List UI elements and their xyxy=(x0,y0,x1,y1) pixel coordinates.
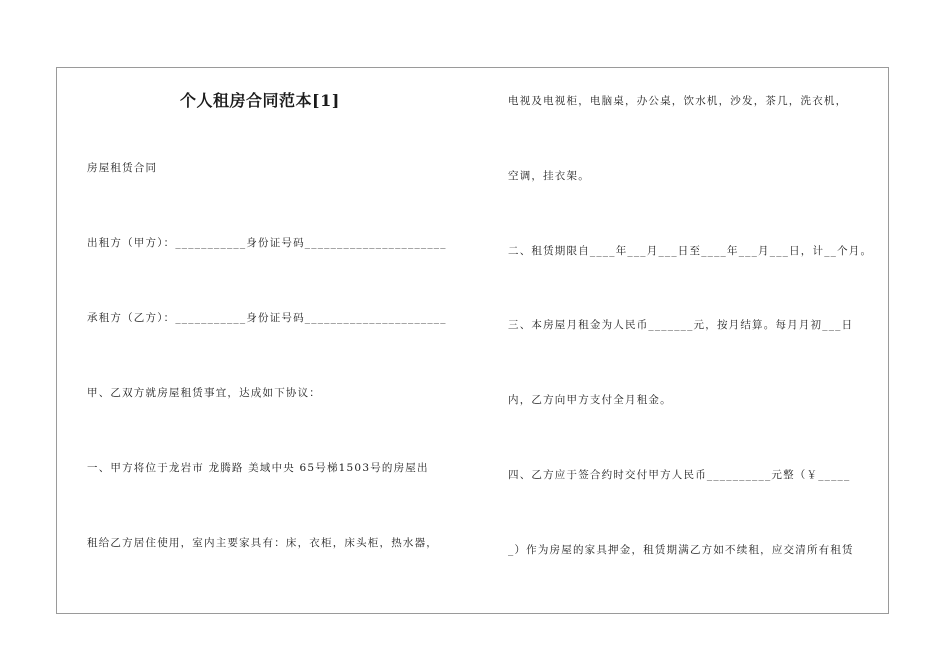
lessor-line: 出租方（甲方）：___________身份证号码______________________ xyxy=(87,237,447,249)
agreement-intro: 甲、乙双方就房屋租赁事宜，达成如下协议： xyxy=(87,387,321,399)
clause-three-line-2: 内，乙方向甲方支付全月租金。 xyxy=(508,394,672,406)
clause-three-line-1: 三、本房屋月租金为人民币_______元，按月结算。每月月初___日 xyxy=(508,319,854,331)
contract-heading: 房屋租赁合同 xyxy=(87,162,158,174)
clause-one-line-4: 空调，挂衣架。 xyxy=(508,170,590,182)
clause-one-line-3: 电视及电视柜，电脑桌，办公桌，饮水机，沙发，茶几，洗衣机， xyxy=(508,95,848,107)
document-border xyxy=(56,67,889,614)
clause-one-line-1: 一、甲方将位于龙岩市 龙腾路 美域中央 65号梯1503号的房屋出 xyxy=(87,462,429,474)
lessee-line: 承租方（乙方）：___________身份证号码______________________ xyxy=(87,312,447,324)
clause-two-line: 二、租赁期限自____年___月___日至____年___月___日，计__个月。 xyxy=(508,245,873,257)
clause-four-line-1: 四、乙方应于签合约时交付甲方人民币__________元整（￥_____ xyxy=(508,469,851,481)
document-title: 个人租房合同范本[1] xyxy=(180,91,340,110)
clause-four-line-2: _）作为房屋的家具押金，租赁期满乙方如不续租，应交清所有租赁 xyxy=(508,544,854,556)
clause-one-line-2: 租给乙方居住使用，室内主要家具有：床，衣柜，床头柜，热水器， xyxy=(87,537,438,549)
